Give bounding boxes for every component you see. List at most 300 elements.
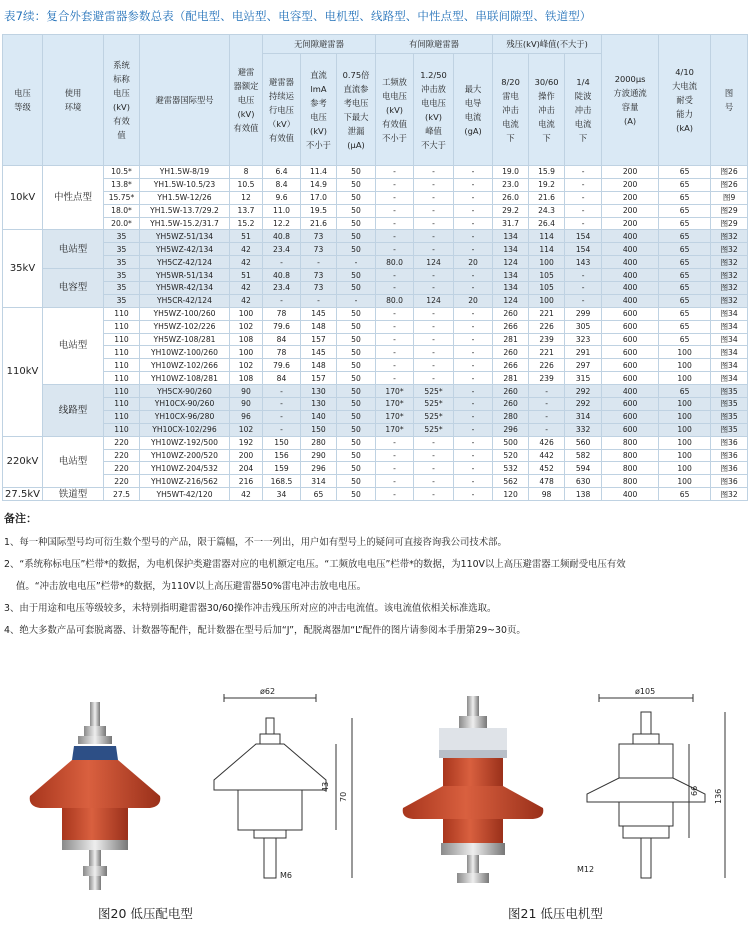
table-cell: 34	[263, 488, 301, 501]
table-cell: 50	[337, 307, 376, 320]
note-3: 3、由于用途和电压等级较多，未特别指明避雷器30/60操作冲击残压所对应的冲击电流值。该电流值依相关标准选取。	[4, 603, 497, 614]
table-cell: YH10WZ-204/532	[140, 462, 230, 475]
table-cell: 200	[602, 178, 659, 191]
table-cell: 292	[565, 385, 602, 398]
fig20-h1-label: 43	[321, 781, 330, 792]
table-cell: 图34	[711, 372, 748, 385]
table-cell: 35	[104, 230, 140, 243]
fig20-drawing	[190, 688, 360, 898]
table-cell: 148	[301, 359, 337, 372]
table-cell: 6.4	[263, 166, 301, 179]
table-cell: 452	[529, 462, 565, 475]
table-cell: 50	[337, 423, 376, 436]
table-cell: 400	[602, 256, 659, 269]
table-cell: 110	[104, 359, 140, 372]
table-cell: 221	[529, 346, 565, 359]
table-cell: 14.9	[301, 178, 337, 191]
table-cell: 100	[659, 372, 711, 385]
table-cell: 600	[602, 410, 659, 423]
table-row	[3, 191, 748, 204]
table-cell: 35	[104, 269, 140, 282]
table-cell: 100	[659, 346, 711, 359]
table-cell: -	[414, 320, 454, 333]
table-cell: 50	[337, 410, 376, 423]
table-row	[3, 449, 748, 462]
table-cell: 65	[659, 385, 711, 398]
table-cell: 200	[602, 217, 659, 230]
table-cell: 23.4	[263, 243, 301, 256]
table-cell: YH1.5W-12/26	[140, 191, 230, 204]
table-cell: -	[529, 423, 565, 436]
header-gapless-0: 避雷器 持续运 行电压 （kV） 有效值	[263, 54, 301, 166]
table-cell: 9.6	[263, 191, 301, 204]
table-cell: 65	[659, 191, 711, 204]
table-cell: 42	[230, 488, 263, 501]
table-cell: 图35	[711, 410, 748, 423]
table-cell: 157	[301, 372, 337, 385]
note-1: 1、每一种国际型号均可衍生数个型号的产品，限于篇幅，不一一列出，用户如有型号上的疑问可直接咨询我公司技术部。	[4, 537, 507, 548]
table-cell: -	[454, 320, 493, 333]
table-cell: -	[454, 372, 493, 385]
table-cell: 200	[602, 191, 659, 204]
table-cell: 图34	[711, 333, 748, 346]
table-cell: -	[565, 204, 602, 217]
table-cell: 124	[414, 294, 454, 307]
table-cell: 42	[230, 256, 263, 269]
table-cell: 79.6	[263, 359, 301, 372]
table-cell: 280	[493, 410, 529, 423]
table-cell: -	[454, 423, 493, 436]
table-cell: YH5WR-42/134	[140, 282, 230, 295]
table-cell: 281	[493, 372, 529, 385]
table-cell: 426	[529, 436, 565, 449]
table-cell: 50	[337, 462, 376, 475]
table-cell: 50	[337, 449, 376, 462]
table-cell: 50	[337, 372, 376, 385]
table-cell: 35	[104, 282, 140, 295]
table-cell: 216	[230, 475, 263, 488]
table-cell: 315	[565, 372, 602, 385]
table-cell: 图36	[711, 436, 748, 449]
table-cell: 100	[659, 475, 711, 488]
table-cell: -	[337, 294, 376, 307]
table-cell: 100	[659, 462, 711, 475]
table-cell: -	[454, 398, 493, 411]
table-cell: 50	[337, 359, 376, 372]
table-cell: -	[454, 204, 493, 217]
table-row	[3, 488, 748, 501]
table-cell: 图34	[711, 359, 748, 372]
table-cell: -	[414, 178, 454, 191]
header-system-voltage: 系统 标称 电压 (kV) 有效 值	[104, 35, 140, 166]
fig21-photo	[395, 688, 560, 898]
table-cell: 100	[529, 256, 565, 269]
header-voltage-level: 电压 等级	[3, 35, 43, 166]
table-cell: -	[454, 191, 493, 204]
table-cell: 143	[565, 256, 602, 269]
table-cell: 102	[230, 423, 263, 436]
environment-cell: 线路型	[43, 385, 104, 437]
table-cell: 124	[414, 256, 454, 269]
table-cell: 594	[565, 462, 602, 475]
table-cell: 110	[104, 410, 140, 423]
table-cell: 35	[104, 256, 140, 269]
table-cell: -	[263, 410, 301, 423]
fig20-dia-label: ø62	[260, 688, 276, 696]
table-cell: 600	[602, 372, 659, 385]
table-cell: YH1.5W-10.5/23	[140, 178, 230, 191]
header-gapped-1: 1.2/50 冲击放 电电压 (kV) 峰值 不大于	[414, 54, 454, 166]
table-cell: YH10CX-96/280	[140, 410, 230, 423]
table-cell: YH10WZ-200/520	[140, 449, 230, 462]
table-cell: -	[565, 178, 602, 191]
table-cell: -	[414, 204, 454, 217]
table-cell: 532	[493, 462, 529, 475]
table-row	[3, 346, 748, 359]
table-cell: -	[414, 475, 454, 488]
header-square-wave: 2000μs 方波通流 容量 (A)	[602, 35, 659, 166]
header-residual-2: 1/4 陡波 冲击 电流 下	[565, 54, 602, 166]
table-cell: 110	[104, 320, 140, 333]
table-cell: -	[414, 346, 454, 359]
table-cell: 84	[263, 372, 301, 385]
table-cell: 305	[565, 320, 602, 333]
table-row	[3, 462, 748, 475]
table-cell: 65	[659, 282, 711, 295]
table-cell: 600	[602, 333, 659, 346]
table-cell: 134	[493, 282, 529, 295]
table-cell: 400	[602, 269, 659, 282]
table-cell: -	[263, 385, 301, 398]
table-cell: 26.4	[529, 217, 565, 230]
table-cell: -	[263, 256, 301, 269]
table-cell: 562	[493, 475, 529, 488]
table-cell: 100	[659, 436, 711, 449]
header-gapless-2: 0.75倍 直流参 考电压 下最大 泄漏 (μA)	[337, 54, 376, 166]
table-cell: -	[414, 449, 454, 462]
table-cell: 图35	[711, 385, 748, 398]
table-cell: -	[376, 166, 414, 179]
note-4: 4、绝大多数产品可套脱离器、计数器等配件，配计数器在型号后加“J”，配脱离器加“L”配件的图片请参阅本手册第29~30页。	[4, 625, 526, 636]
header-model: 避雷器国际型号	[140, 35, 230, 166]
table-cell: 65	[301, 488, 337, 501]
spec-table-body	[3, 166, 748, 501]
table-cell: 8	[230, 166, 263, 179]
table-cell: 600	[602, 398, 659, 411]
table-cell: 140	[301, 410, 337, 423]
table-cell: -	[454, 178, 493, 191]
table-cell: -	[454, 217, 493, 230]
table-cell: 600	[602, 346, 659, 359]
table-cell: 图29	[711, 204, 748, 217]
voltage-level-cell: 220kV	[3, 436, 43, 488]
table-cell: 19.0	[493, 166, 529, 179]
table-cell: YH5WZ-51/134	[140, 230, 230, 243]
table-cell: 图32	[711, 243, 748, 256]
table-cell: -	[414, 282, 454, 295]
table-cell: 65	[659, 256, 711, 269]
table-cell: 31.7	[493, 217, 529, 230]
table-cell: -	[376, 359, 414, 372]
table-cell: 18.0*	[104, 204, 140, 217]
table-cell: 260	[493, 346, 529, 359]
table-cell: 50	[337, 166, 376, 179]
voltage-level-cell: 35kV	[3, 230, 43, 307]
table-cell: 600	[602, 320, 659, 333]
table-cell: -	[376, 178, 414, 191]
table-cell: -	[376, 217, 414, 230]
header-residual: 残压(kV)峰值(不大于)	[493, 35, 602, 54]
table-cell: -	[414, 307, 454, 320]
table-cell: 520	[493, 449, 529, 462]
table-cell: 50	[337, 243, 376, 256]
table-cell: 266	[493, 320, 529, 333]
table-cell: -	[376, 372, 414, 385]
table-cell: -	[337, 256, 376, 269]
table-cell: 50	[337, 217, 376, 230]
table-cell: YH5WZ-108/281	[140, 333, 230, 346]
table-cell: 图35	[711, 398, 748, 411]
table-cell: 80.0	[376, 256, 414, 269]
table-cell: 78	[263, 307, 301, 320]
table-cell: 170*	[376, 398, 414, 411]
table-cell: -	[301, 256, 337, 269]
table-cell: 124	[493, 256, 529, 269]
voltage-level-cell: 27.5kV	[3, 488, 43, 501]
table-cell: -	[565, 166, 602, 179]
table-cell: 80.0	[376, 294, 414, 307]
header-gapped-2: 最大 电导 电流 (gA)	[454, 54, 493, 166]
table-cell: -	[376, 333, 414, 346]
table-cell: 65	[659, 230, 711, 243]
table-cell: 29.2	[493, 204, 529, 217]
table-cell: -	[414, 191, 454, 204]
table-cell: 108	[230, 333, 263, 346]
table-row	[3, 204, 748, 217]
table-cell: 150	[263, 436, 301, 449]
table-cell: 220	[104, 436, 140, 449]
table-cell: 23.0	[493, 178, 529, 191]
table-cell: 图34	[711, 320, 748, 333]
table-cell: 600	[602, 307, 659, 320]
table-cell: 145	[301, 307, 337, 320]
header-rated-voltage: 避雷 器额定 电压 (kV) 有效值	[230, 35, 263, 166]
table-cell: YH10CX-102/296	[140, 423, 230, 436]
table-cell: 110	[104, 385, 140, 398]
environment-cell: 电站型	[43, 307, 104, 384]
table-cell: 260	[493, 307, 529, 320]
table-cell: 400	[602, 230, 659, 243]
table-cell: 192	[230, 436, 263, 449]
table-cell: 73	[301, 230, 337, 243]
table-cell: 78	[263, 346, 301, 359]
spec-table	[2, 34, 748, 501]
fig20-caption: 图20 低压配电型	[98, 906, 193, 921]
table-cell: 图35	[711, 423, 748, 436]
table-cell: 图32	[711, 282, 748, 295]
table-cell: YH10CX-90/260	[140, 398, 230, 411]
table-cell: 134	[493, 269, 529, 282]
table-cell: 20	[454, 256, 493, 269]
table-cell: -	[454, 410, 493, 423]
fig20-photo	[10, 690, 180, 900]
table-cell: -	[376, 243, 414, 256]
table-cell: 525*	[414, 423, 454, 436]
table-cell: -	[565, 269, 602, 282]
fig21-caption: 图21 低压电机型	[508, 906, 603, 921]
table-cell: 168.5	[263, 475, 301, 488]
table-cell: 90	[230, 385, 263, 398]
table-title: 表7续：复合外套避雷器参数总表（配电型、电站型、电容型、电机型、线路型、中性点型、串联间隙型、铁道型）	[4, 9, 592, 23]
table-cell: 50	[337, 191, 376, 204]
table-cell: 84	[263, 333, 301, 346]
table-cell: 73	[301, 282, 337, 295]
table-cell: -	[376, 282, 414, 295]
table-cell: -	[376, 320, 414, 333]
table-cell: 35	[104, 294, 140, 307]
table-cell: -	[414, 488, 454, 501]
table-cell: 120	[493, 488, 529, 501]
table-cell: 400	[602, 385, 659, 398]
table-cell: 145	[301, 346, 337, 359]
table-cell: -	[454, 166, 493, 179]
table-cell: 50	[337, 398, 376, 411]
table-cell: 170*	[376, 385, 414, 398]
header-gapless: 无间隙避雷器	[263, 35, 376, 54]
table-cell: 65	[659, 217, 711, 230]
table-cell: 100	[529, 294, 565, 307]
table-cell: YH1.5W-15.2/31.7	[140, 217, 230, 230]
table-cell: 281	[493, 333, 529, 346]
fig20-thread-label: M6	[280, 871, 292, 880]
table-cell: -	[376, 230, 414, 243]
table-cell: YH5WZ-100/260	[140, 307, 230, 320]
header-figure: 图 号	[711, 35, 748, 166]
table-cell: 525*	[414, 398, 454, 411]
table-cell: 图29	[711, 217, 748, 230]
table-cell: 100	[659, 449, 711, 462]
table-cell: 159	[263, 462, 301, 475]
table-cell: 154	[565, 230, 602, 243]
header-residual-1: 30/60 操作 冲击 电流 下	[529, 54, 565, 166]
table-cell: YH5CZ-42/124	[140, 256, 230, 269]
table-cell: -	[376, 191, 414, 204]
table-cell: -	[414, 217, 454, 230]
table-cell: -	[454, 385, 493, 398]
table-cell: 50	[337, 436, 376, 449]
table-cell: -	[454, 282, 493, 295]
table-cell: 50	[337, 385, 376, 398]
table-cell: 299	[565, 307, 602, 320]
table-cell: 图32	[711, 294, 748, 307]
table-cell: 525*	[414, 410, 454, 423]
table-cell: 400	[602, 488, 659, 501]
table-cell: 50	[337, 269, 376, 282]
table-cell: 15.9	[529, 166, 565, 179]
table-cell: YH10WZ-192/500	[140, 436, 230, 449]
notes	[4, 508, 746, 642]
environment-cell: 中性点型	[43, 166, 104, 230]
table-cell: -	[454, 436, 493, 449]
table-cell: -	[454, 230, 493, 243]
table-cell: 800	[602, 462, 659, 475]
table-cell: 110	[104, 398, 140, 411]
table-cell: 26.0	[493, 191, 529, 204]
table-cell: -	[376, 269, 414, 282]
table-cell: 50	[337, 230, 376, 243]
table-cell: YH5CX-90/260	[140, 385, 230, 398]
table-cell: 110	[104, 346, 140, 359]
table-cell: 525*	[414, 385, 454, 398]
table-cell: 42	[230, 243, 263, 256]
table-cell: 130	[301, 398, 337, 411]
environment-cell: 铁道型	[43, 488, 104, 501]
table-cell: 560	[565, 436, 602, 449]
table-row	[3, 333, 748, 346]
table-cell: 15.2	[230, 217, 263, 230]
table-cell: -	[454, 359, 493, 372]
table-cell: 332	[565, 423, 602, 436]
table-cell: 图36	[711, 475, 748, 488]
table-cell: 21.6	[529, 191, 565, 204]
table-cell: 800	[602, 436, 659, 449]
table-cell: 12	[230, 191, 263, 204]
header-environment: 使用 环境	[43, 35, 104, 166]
table-cell: 130	[301, 385, 337, 398]
table-cell: -	[454, 346, 493, 359]
table-cell: 110	[104, 372, 140, 385]
table-cell: -	[376, 449, 414, 462]
table-cell: 100	[230, 307, 263, 320]
table-cell: 314	[565, 410, 602, 423]
table-cell: 105	[529, 282, 565, 295]
table-cell: 图32	[711, 230, 748, 243]
header-large-current: 4/10 大电流 耐受 能力 (kA)	[659, 35, 711, 166]
table-cell: 27.5	[104, 488, 140, 501]
table-cell: 148	[301, 320, 337, 333]
table-cell: 266	[493, 359, 529, 372]
table-cell: -	[414, 269, 454, 282]
table-cell: 15.75*	[104, 191, 140, 204]
table-cell: 50	[337, 282, 376, 295]
table-cell: 200	[230, 449, 263, 462]
table-cell: 314	[301, 475, 337, 488]
table-cell: 19.2	[529, 178, 565, 191]
table-row	[3, 398, 748, 411]
table-cell: -	[454, 462, 493, 475]
table-cell: 12.2	[263, 217, 301, 230]
table-cell: 图9	[711, 191, 748, 204]
table-cell: -	[376, 462, 414, 475]
table-cell: YH10WZ-216/562	[140, 475, 230, 488]
table-cell: 65	[659, 307, 711, 320]
table-cell: 40.8	[263, 230, 301, 243]
table-cell: 13.8*	[104, 178, 140, 191]
table-cell: 442	[529, 449, 565, 462]
table-cell: 100	[659, 423, 711, 436]
note-2a: 2、“系统称标电压”栏带*的数据，为电机保护类避雷器对应的电机额定电压。“工频放电电压”栏带*的数据，为110V以上高压避雷器工频耐受电压有效	[4, 559, 626, 570]
table-cell: 20	[454, 294, 493, 307]
table-row	[3, 269, 748, 282]
table-cell: 50	[337, 488, 376, 501]
table-cell: 478	[529, 475, 565, 488]
table-cell: 105	[529, 269, 565, 282]
table-row	[3, 436, 748, 449]
table-cell: 296	[301, 462, 337, 475]
table-cell: 65	[659, 166, 711, 179]
table-cell: 图36	[711, 449, 748, 462]
table-cell: YH1.5W-8/19	[140, 166, 230, 179]
